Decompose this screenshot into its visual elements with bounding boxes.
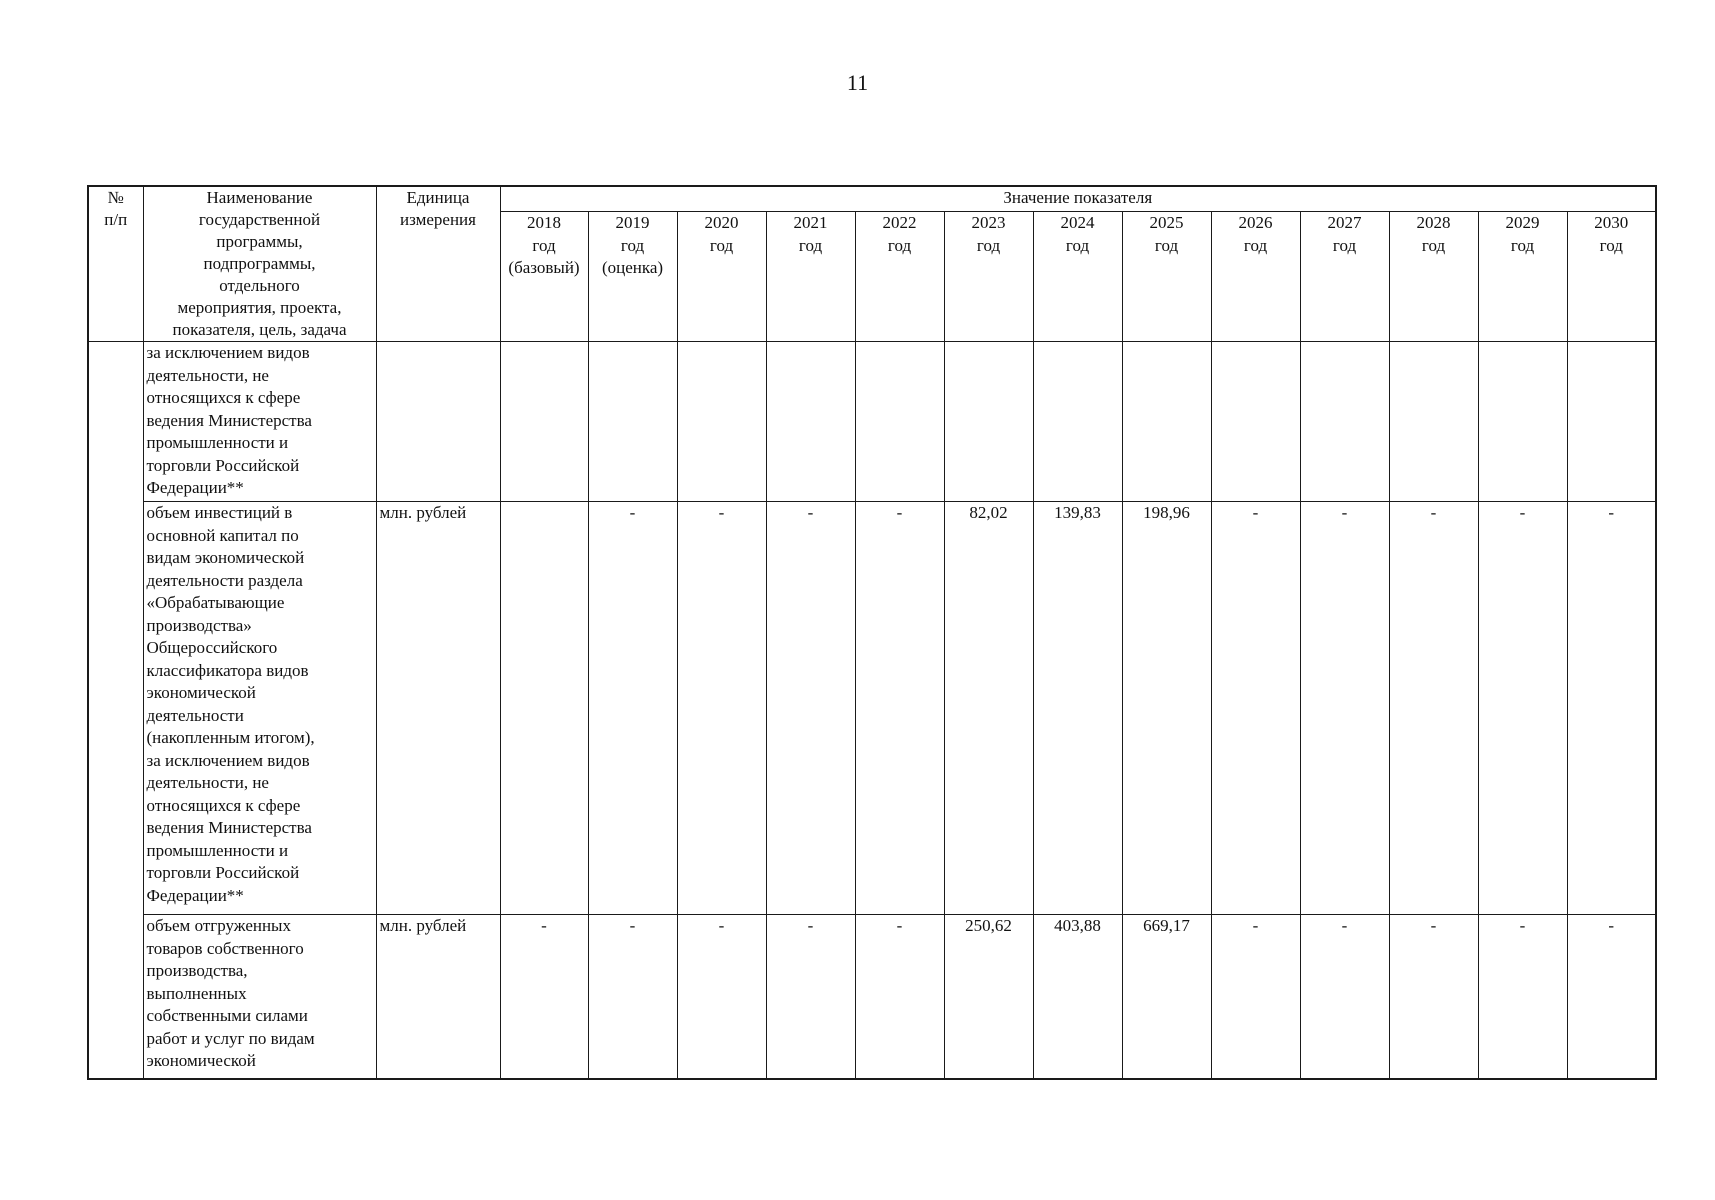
value-cell [1478,342,1567,502]
value-cell: - [500,915,588,1080]
page-number: 11 [846,70,869,95]
value-cell [500,502,588,915]
year-header: 2030 год [1567,212,1656,342]
value-cell: - [1389,502,1478,915]
value-cell [1567,342,1656,502]
value-cell: - [1567,915,1656,1080]
indicator-name: за исключением видов деятельности, не относящихся к сфере ведения Министерства промышленности и торговли Российской Федерации** [143,342,376,502]
unit-cell: млн. рублей [376,915,500,1080]
value-cell: - [1478,502,1567,915]
value-cell: - [588,915,677,1080]
value-cell [855,342,944,502]
unit-cell [376,342,500,502]
year-header: 2018 год (базовый) [500,212,588,342]
value-cell [1389,342,1478,502]
table-row [88,502,1656,915]
value-cell: 198,96 [1122,502,1211,915]
value-cell: - [766,502,855,915]
value-cell [766,342,855,502]
indicators-table [87,185,1657,1080]
value-cell: - [1389,915,1478,1080]
year-header: 2021 год [766,212,855,342]
value-cell [1211,342,1300,502]
value-cell: 139,83 [1033,502,1122,915]
indicator-name: объем инвестиций в основной капитал по видам экономической деятельности раздела «Обрабатывающие производства» Общероссийского классификатора видов экономической деятельности (накопленным итогом), за исключением видов деятельности, не относящихся к сфере ведения Министерства промышленности и торговли Российской Федерации** [143,502,376,915]
unit-cell: млн. рублей [376,502,500,915]
value-cell: - [1300,915,1389,1080]
values-group-header: Значение показателя [500,186,1656,212]
value-cell [1300,342,1389,502]
year-header: 2020 год [677,212,766,342]
value-cell: - [677,502,766,915]
value-cell [588,342,677,502]
value-cell [1033,342,1122,502]
indicator-name: объем отгруженных товаров собственного производства, выполненных собственными силами работ и услуг по видам экономической [143,915,376,1080]
year-header: 2027 год [1300,212,1389,342]
value-cell: 669,17 [1122,915,1211,1080]
value-cell: - [855,915,944,1080]
value-cell: - [1211,502,1300,915]
value-cell: - [1300,502,1389,915]
table-row [88,915,1656,1080]
header-row [88,186,1656,212]
table-row [88,342,1656,502]
value-cell [944,342,1033,502]
value-cell [1122,342,1211,502]
value-cell [677,342,766,502]
value-cell: - [855,502,944,915]
value-cell: 250,62 [944,915,1033,1080]
year-header: 2029 год [1478,212,1567,342]
year-header: 2019 год (оценка) [588,212,677,342]
col-unit-header: Единица измерения [376,186,500,342]
value-cell: 403,88 [1033,915,1122,1080]
year-header: 2022 год [855,212,944,342]
value-cell [500,342,588,502]
year-header: 2023 год [944,212,1033,342]
value-cell: - [1211,915,1300,1080]
value-cell: - [677,915,766,1080]
year-header: 2024 год [1033,212,1122,342]
col-number-header: № п/п [88,186,143,342]
year-header: 2026 год [1211,212,1300,342]
value-cell: - [766,915,855,1080]
year-header: 2028 год [1389,212,1478,342]
col-name-header: Наименование государственной программы, подпрограммы, отдельного мероприятия, проекта, показателя, цель, задача [143,186,376,342]
value-cell: - [588,502,677,915]
row-number-cell [88,342,143,1080]
value-cell: - [1567,502,1656,915]
year-header: 2025 год [1122,212,1211,342]
value-cell: 82,02 [944,502,1033,915]
value-cell: - [1478,915,1567,1080]
